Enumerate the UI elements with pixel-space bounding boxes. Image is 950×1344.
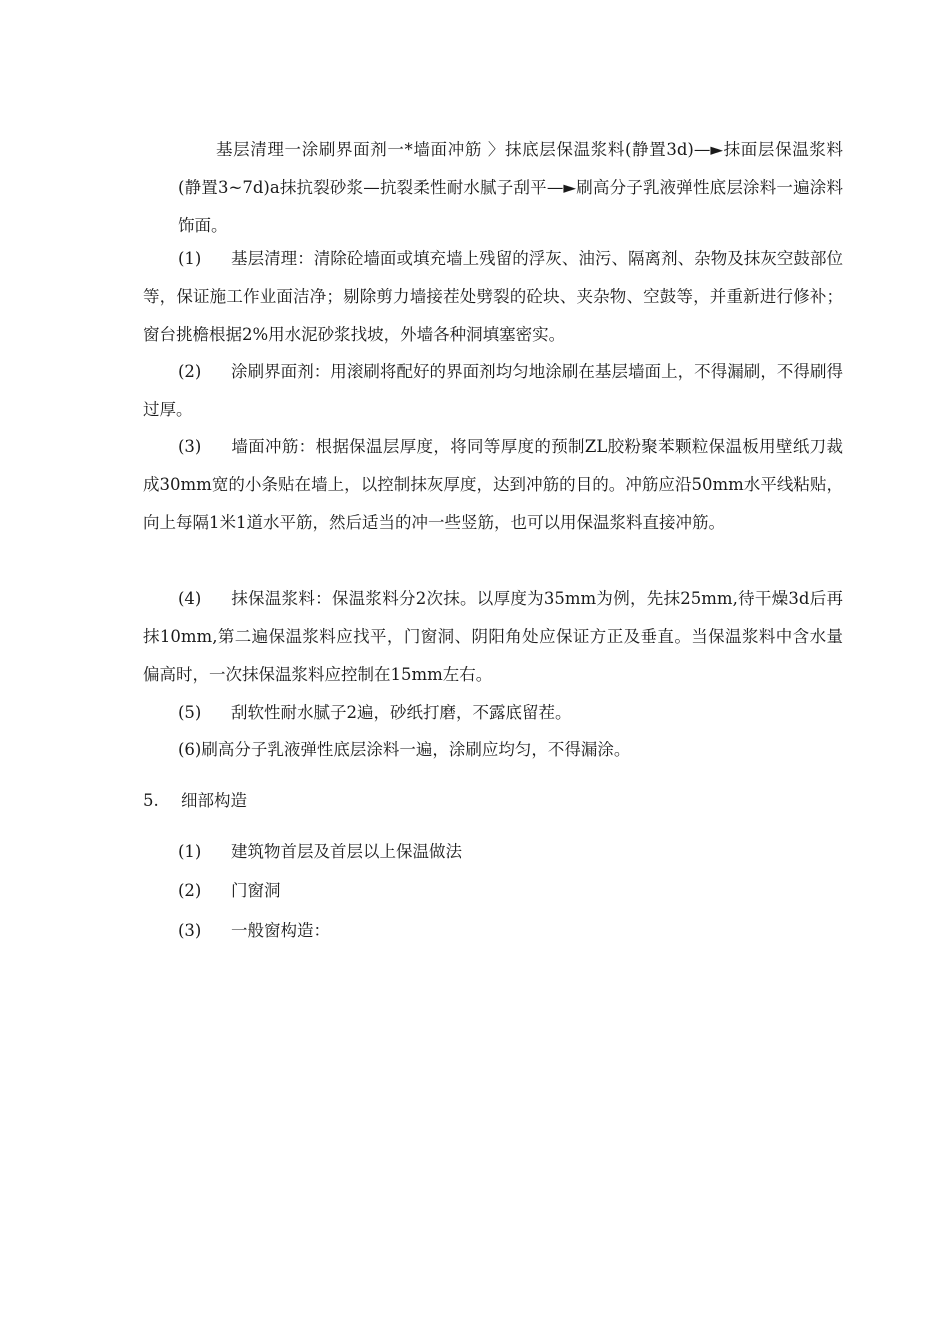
section-item-3-text: 一般窗构造： xyxy=(231,921,330,940)
section-item-3 xyxy=(178,912,330,950)
section-item-1-number: (1) xyxy=(178,842,202,861)
step-5-number: (5) xyxy=(178,703,202,722)
step-1-number: (1) xyxy=(178,249,202,268)
section-number: 5. xyxy=(143,791,159,810)
step-4-number: (4) xyxy=(178,589,202,608)
section-item-2 xyxy=(178,872,281,910)
section-item-2-number: (2) xyxy=(178,881,202,900)
step-2-number: (2) xyxy=(178,362,202,381)
step-2-text: 涂刷界面剂：用滚刷将配好的界面剂均匀地涂刷在基层墙面上，不得漏刷，不得刷得过厚。 xyxy=(143,362,843,419)
section-title: 细部构造 xyxy=(181,791,247,810)
section-item-1-text: 建筑物首层及首层以上保温做法 xyxy=(231,842,462,861)
step-3-number: (3) xyxy=(178,437,202,456)
step-1-paragraph xyxy=(143,240,843,354)
step-4-text: 抹保温浆料：保温浆料分2次抹。以厚度为35mm为例，先抹25mm,待干燥3d后再抹10mm,第二遍保温浆料应找平，门窗洞、阴阳角处应保证方正及垂直。当保温浆料中含水量偏高时，一次抹保温浆料应控制在15mm左右。 xyxy=(143,589,843,684)
step-5-paragraph xyxy=(143,694,843,732)
step-4-paragraph xyxy=(143,580,843,694)
step-3-paragraph xyxy=(143,428,843,542)
section-item-1 xyxy=(178,833,462,871)
section-item-3-number: (3) xyxy=(178,921,202,940)
step-6-paragraph: (6)刷高分子乳液弹性底层涂料一遍，涂刷应均匀，不得漏涂。 xyxy=(178,740,631,759)
step-2-paragraph xyxy=(143,353,843,429)
process-flow-paragraph: 基层清理一涂刷界面剂一*墙面冲筋 〉抹底层保温浆料(静置3d)—►抹面层保温浆料(静置3~7d)a抹抗裂砂浆—抗裂柔性耐水腻子刮平—►刷高分子乳液弹性底层涂料一遍涂料饰面。 xyxy=(178,140,843,235)
section-heading xyxy=(143,782,247,820)
step-5-text: 刮软性耐水腻子2遍，砂纸打磨，不露底留茬。 xyxy=(231,703,572,722)
section-item-2-text: 门窗洞 xyxy=(231,881,281,900)
step-3-text: 墙面冲筋：根据保温层厚度，将同等厚度的预制ZL胶粉聚苯颗粒保温板用壁纸刀裁成30mm宽的小条贴在墙上，以控制抹灰厚度，达到冲筋的目的。冲筋应沿50mm水平线粘贴，向上每隔1米1道水平筋，然后适当的冲一些竖筋，也可以用保温浆料直接冲筋。 xyxy=(143,437,843,532)
step-1-text: 基层清理：清除砼墙面或填充墙上残留的浮灰、油污、隔离剂、杂物及抹灰空鼓部位等，保证施工作业面洁净；剔除剪力墙接茬处劈裂的砼块、夹杂物、空鼓等，并重新进行修补；窗台挑檐根据2%用水泥砂浆找坡，外墙各种洞填塞密实。 xyxy=(143,249,843,344)
